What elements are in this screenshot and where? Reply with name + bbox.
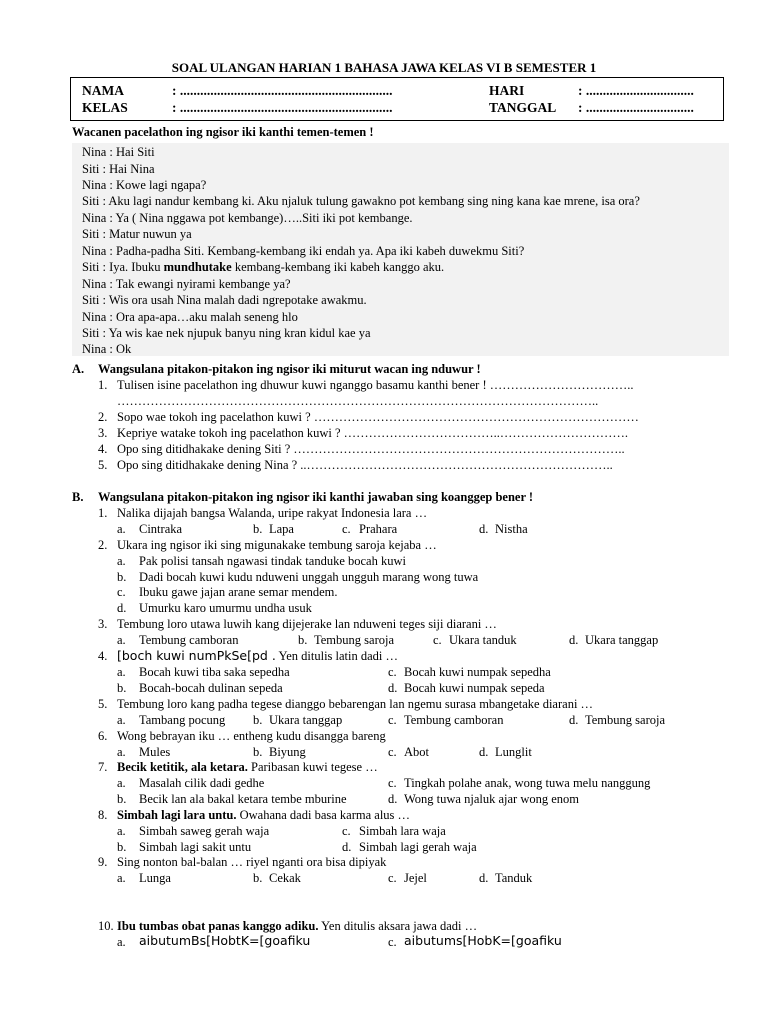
option-letter: b. xyxy=(253,871,263,885)
question-text xyxy=(117,760,378,775)
option-letter: d. xyxy=(479,745,489,759)
option-letter: c. xyxy=(388,665,397,679)
dialog-line: Nina : Kowe lagi ngapa? xyxy=(82,178,207,192)
option-letter: b. xyxy=(117,570,127,584)
tanggal-field[interactable]: : ................................ xyxy=(578,100,694,115)
question-text: Nalika dijajah bangsa Walanda, uripe rakyat Indonesia lara … xyxy=(117,506,428,520)
page-title: SOAL ULANGAN HARIAN 1 BAHASA JAWA KELAS VI B SEMESTER 1 xyxy=(171,60,597,75)
dialog-line: Nina : Padha-padha Siti. Kembang-kembang iki endah ya. Apa iki kabeh duwekmu Siti? xyxy=(82,244,525,258)
option-text[interactable]: Tembung saroja xyxy=(585,713,666,727)
reading-instruction: Wacanen pacelathon ing ngisor iki kanthi temen-temen ! xyxy=(72,125,374,139)
question-text: Opo sing ditidhakake dening Siti ? …………………………………………………………………….. xyxy=(117,442,625,456)
option-text[interactable]: Abot xyxy=(404,745,429,759)
option-letter: b. xyxy=(253,713,263,727)
question-text: Tulisen isine pacelathon ing dhuwur kuwi nganggo basamu kanthi bener ! …………………………….. xyxy=(117,378,634,392)
question-number: 5. xyxy=(98,458,108,472)
option-text[interactable]: Ibuku gawe jajan arane semar mendem. xyxy=(139,585,338,599)
option-text[interactable]: Mules xyxy=(139,745,171,759)
sentence-text: Simbah lagi lara untu. xyxy=(117,808,237,822)
question-number: 2. xyxy=(98,410,108,424)
option-text[interactable]: aibutums[HobK=[goafiku xyxy=(404,933,562,948)
option-text[interactable]: Bocah kuwi numpak sepeda xyxy=(404,681,545,695)
nama-field[interactable]: : ............................................................... xyxy=(172,83,393,98)
option-text[interactable]: Simbah saweg gerah waja xyxy=(139,824,270,838)
question-text: Opo sing ditidhakake dening Nina ? ..……………………………………………………………….. xyxy=(117,458,613,472)
option-letter: c. xyxy=(117,585,126,599)
option-letter: a. xyxy=(117,935,126,949)
option-text[interactable]: Ukara tanduk xyxy=(449,633,517,647)
option-letter: b. xyxy=(117,840,127,854)
question-number: 4. xyxy=(98,649,108,663)
option-letter: c. xyxy=(342,522,351,536)
option-letter: c. xyxy=(342,824,351,838)
dialog-bold-word: mundhutake xyxy=(163,260,232,274)
option-text[interactable]: Simbah lagi sakit untu xyxy=(139,840,252,854)
section-a-label: A. xyxy=(72,362,85,376)
option-text[interactable]: Wong tuwa njaluk ajar wong enom xyxy=(404,792,579,806)
option-text[interactable]: Simbah lara waja xyxy=(359,824,446,838)
option-letter: a. xyxy=(117,745,126,759)
option-letter: c. xyxy=(388,776,397,790)
option-letter: d. xyxy=(479,871,489,885)
option-text[interactable]: Lunga xyxy=(139,871,171,885)
kelas-field[interactable]: : ............................................................... xyxy=(172,100,393,115)
option-text[interactable]: Lunglit xyxy=(495,745,532,759)
dialog-line: Nina : Ok xyxy=(82,342,132,356)
dialog-line: Nina : Ora apa-apa…aku malah seneng hlo xyxy=(82,310,298,324)
question-number: 4. xyxy=(98,442,108,456)
dialog-line: Siti : Wis ora usah Nina malah dadi ngrepotake awakmu. xyxy=(82,293,367,307)
section-b-title: Wangsulana pitakon-pitakon ing ngisor iki kanthi jawaban sing koanggep bener ! xyxy=(98,490,534,504)
option-text[interactable]: aibutumBs[HobtK=[goafiku xyxy=(139,933,311,948)
option-letter: a. xyxy=(117,871,126,885)
question-text xyxy=(117,919,477,934)
hari-field[interactable]: : ................................ xyxy=(578,83,694,98)
question-number: 6. xyxy=(98,729,108,743)
option-text[interactable]: Cekak xyxy=(269,871,301,885)
option-letter: a. xyxy=(117,554,126,568)
question-text xyxy=(117,808,410,823)
dialog-text: kembang-kembang iki kabeh kanggo aku. xyxy=(231,260,445,274)
section-a-title: Wangsulana pitakon-pitakon ing ngisor iki miturut wacan ing nduwur ! xyxy=(98,362,481,376)
dialog-line: Siti : Ya wis kae nek njupuk banyu ning kran kidul kae ya xyxy=(82,326,371,340)
dialog-line: Nina : Tak ewangi nyirami kembange ya? xyxy=(82,277,291,291)
option-letter: c. xyxy=(433,633,442,647)
option-letter: d. xyxy=(569,713,579,727)
question-number: 10. xyxy=(98,919,114,933)
option-letter: a. xyxy=(117,824,126,838)
option-text[interactable]: Pak polisi tansah ngawasi tindak tanduke bocah kuwi xyxy=(139,554,406,568)
option-text[interactable]: Simbah lagi gerah waja xyxy=(359,840,477,854)
question-number: 3. xyxy=(98,426,108,440)
option-text[interactable]: Nistha xyxy=(495,522,528,536)
option-text[interactable]: Bocah-bocah dulinan sepeda xyxy=(139,681,283,695)
question-text: Ukara ing ngisor iki sing migunakake tembung saroja kejaba … xyxy=(117,538,437,552)
dialog-line xyxy=(82,259,444,275)
option-text[interactable]: Biyung xyxy=(269,745,306,759)
option-text[interactable]: Umurku karo umurmu undha usuk xyxy=(139,601,312,615)
option-letter: d. xyxy=(388,681,398,695)
option-letter: a. xyxy=(117,665,126,679)
option-letter: c. xyxy=(388,713,397,727)
option-text[interactable]: Becik lan ala bakal ketara tembe mburine xyxy=(139,792,347,806)
dialog-line: Siti : Aku lagi nandur kembang ki. Aku njaluk tulung gawakno pot kembang sing ning kana kae mrene, isa ora? xyxy=(82,194,640,208)
option-letter: b. xyxy=(298,633,308,647)
option-text[interactable]: Bocah kuwi numpak sepedha xyxy=(404,665,551,679)
option-letter: d. xyxy=(117,601,127,615)
question-text: Wong bebrayan iku … entheng kudu disangga bareng xyxy=(117,729,386,743)
hari-label: HARI xyxy=(489,83,525,98)
option-letter: a. xyxy=(117,522,126,536)
option-letter: d. xyxy=(342,840,352,854)
section-b-label: B. xyxy=(72,490,84,504)
option-text[interactable]: Dadi bocah kuwi kudu nduweni unggah ungguh marang wong tuwa xyxy=(139,570,479,584)
answer-line: …………………………………………………………………………………………………….. xyxy=(117,394,599,408)
question-text-tail: Owahana dadi basa karma alus … xyxy=(236,808,411,822)
question-text: Tembung loro kang padha tegese dianggo bebarengan lan ngemu surasa mbangetake diarani … xyxy=(117,697,594,711)
question-text-tail: Paribasan kuwi tegese … xyxy=(247,760,378,774)
question-text-tail: Yen ditulis latin dadi … xyxy=(275,649,399,663)
option-text[interactable]: Ukara tanggap xyxy=(269,713,343,727)
option-letter: d. xyxy=(569,633,579,647)
option-text[interactable]: Bocah kuwi tiba saka sepedha xyxy=(139,665,290,679)
question-text: Tembung loro utawa luwih kang dijejerake lan nduweni teges siji diarani … xyxy=(117,617,497,631)
dialog-line: Nina : Ya ( Nina nggawa pot kembange)…..Siti iki pot kembange. xyxy=(82,211,413,225)
dialog-text: Siti : Iya. Ibuku xyxy=(82,260,164,274)
option-letter: b. xyxy=(253,745,263,759)
question-text-tail: Yen ditulis aksara jawa dadi … xyxy=(318,919,478,933)
option-letter: a. xyxy=(117,633,126,647)
option-text[interactable]: Tingkah polahe anak, wong tuwa melu nanggung xyxy=(404,776,651,790)
option-text[interactable]: Masalah cilik dadi gedhe xyxy=(139,776,265,790)
option-text[interactable]: Tambang pocung xyxy=(139,713,226,727)
option-letter: d. xyxy=(479,522,489,536)
kelas-label: KELAS xyxy=(82,100,128,115)
option-text[interactable]: Jejel xyxy=(404,871,427,885)
option-letter: b. xyxy=(117,792,127,806)
question-number: 7. xyxy=(98,760,108,774)
question-text: Kepriye watake tokoh ing pacelathon kuwi ? ………………………………..…………………………. xyxy=(117,426,629,440)
question-text: Sing nonton bal-balan … riyel nganti ora bisa dipiyak xyxy=(117,855,387,869)
dialog-line: Siti : Hai Nina xyxy=(82,162,155,176)
question-number: 3. xyxy=(98,617,108,631)
option-text[interactable]: Prahara xyxy=(359,522,398,536)
question-number: 9. xyxy=(98,855,108,869)
option-letter: a. xyxy=(117,776,126,790)
dialog-line: Nina : Hai Siti xyxy=(82,145,155,159)
option-text[interactable]: Tembung saroja xyxy=(314,633,395,647)
option-letter: b. xyxy=(117,681,127,695)
question-text: Sopo wae tokoh ing pacelathon kuwi ? …………………………………………………………………… xyxy=(117,410,639,424)
dialog-passage xyxy=(72,143,729,356)
option-text[interactable]: Tembung camboran xyxy=(139,633,239,647)
option-letter: b. xyxy=(253,522,263,536)
sentence-text: Ibu tumbas obat panas kanggo adiku. xyxy=(117,919,319,933)
question-number: 8. xyxy=(98,808,108,822)
identity-box xyxy=(70,77,724,121)
option-letter: a. xyxy=(117,713,126,727)
proverb-text: Becik ketitik, ala ketara. xyxy=(117,760,248,774)
option-text[interactable]: Cintraka xyxy=(139,522,183,536)
option-text[interactable]: Ukara tanggap xyxy=(585,633,659,647)
option-text[interactable]: Tanduk xyxy=(495,871,533,885)
question-number: 1. xyxy=(98,506,108,520)
tanggal-label: TANGGAL xyxy=(489,100,557,115)
question-number: 5. xyxy=(98,697,108,711)
option-text[interactable]: Lapa xyxy=(269,522,294,536)
option-letter: c. xyxy=(388,935,397,949)
option-text[interactable]: Tembung camboran xyxy=(404,713,504,727)
option-letter: c. xyxy=(388,871,397,885)
dialog-line: Siti : Matur nuwun ya xyxy=(82,227,192,241)
question-text xyxy=(117,648,398,664)
option-letter: d. xyxy=(388,792,398,806)
nama-label: NAMA xyxy=(82,83,124,98)
question-number: 2. xyxy=(98,538,108,552)
question-number: 1. xyxy=(98,378,108,392)
option-letter: c. xyxy=(388,745,397,759)
javanese-script-text: [boch kuwi numPkSe[pd . xyxy=(117,648,276,663)
